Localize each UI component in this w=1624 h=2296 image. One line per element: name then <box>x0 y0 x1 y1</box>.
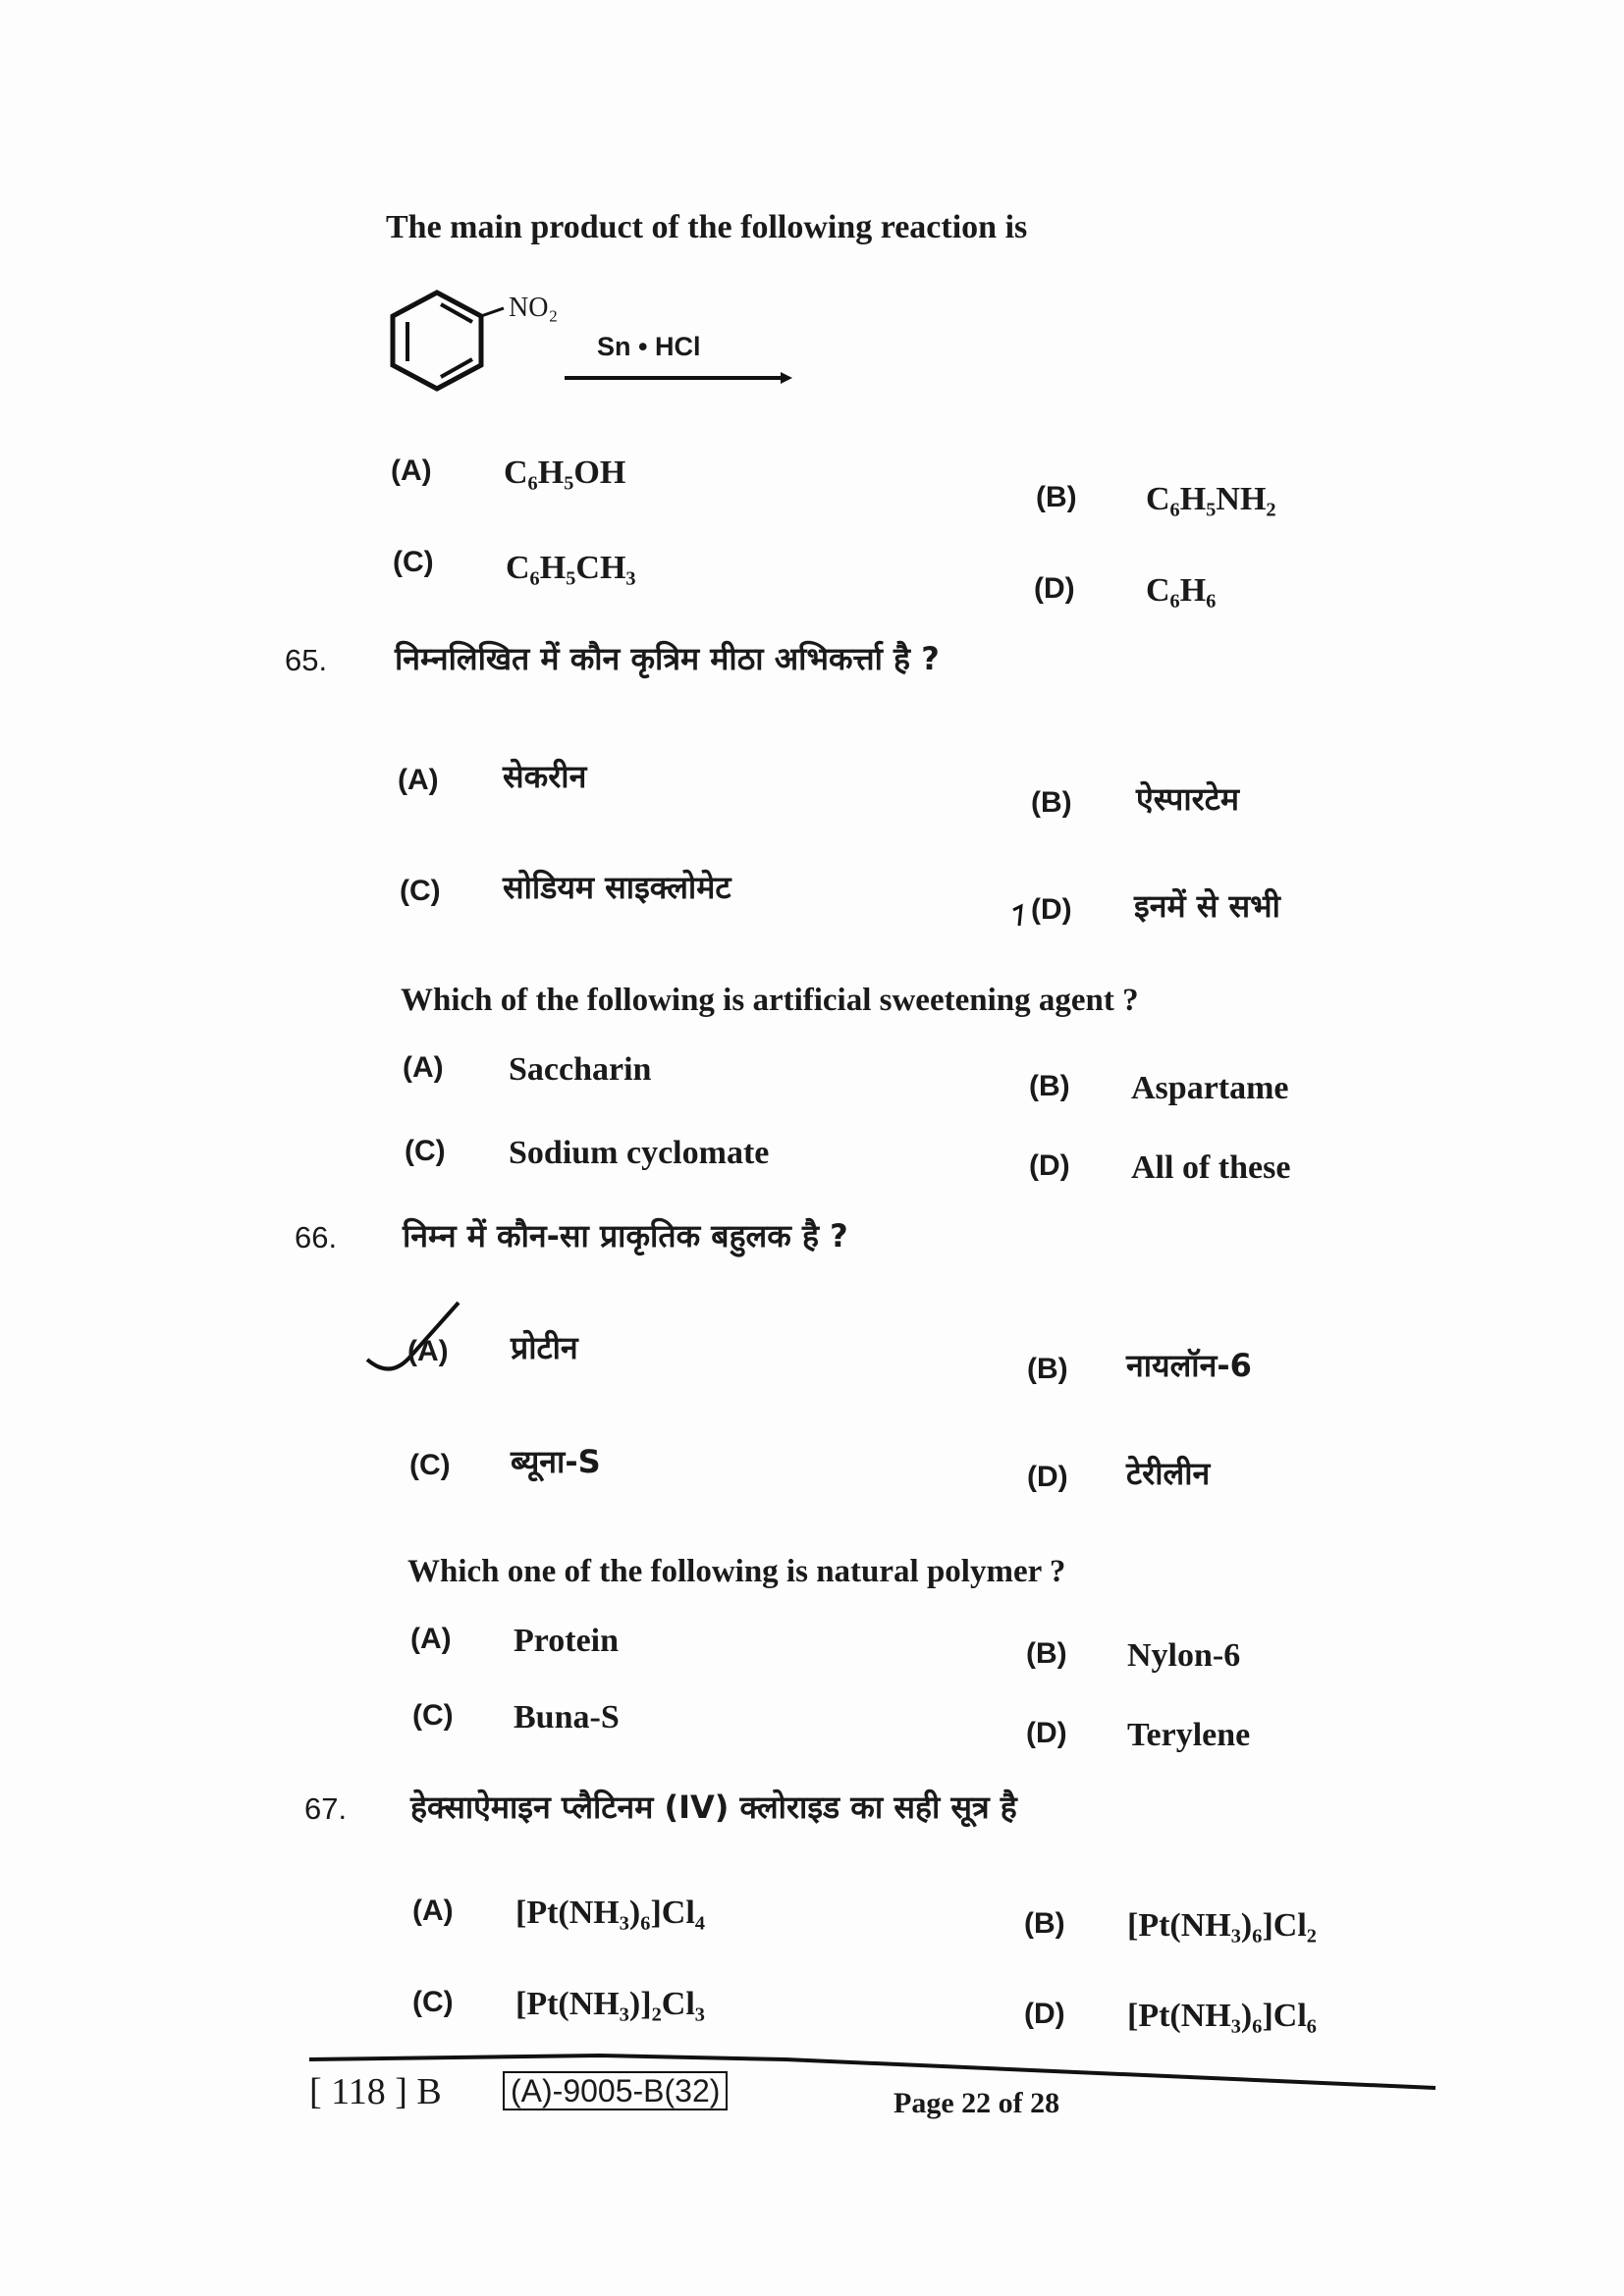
option-label: (A) <box>403 1051 444 1084</box>
option-text: ऐस्पारटेम <box>1136 780 1239 818</box>
option-label: (B) <box>1027 1353 1068 1385</box>
option-label: (A) <box>410 1623 452 1655</box>
question-65-hindi: निम्नलिखित में कौन कृत्रिम मीठा अभिकर्त्ता है ? <box>395 640 940 677</box>
option-text: Buna-S <box>514 1699 620 1735</box>
question-66-english: Which one of the following is natural polymer ? <box>407 1554 1066 1589</box>
option-text: C₆H₅NH₂ <box>1146 481 1276 517</box>
option-text: नायलॉन-6 <box>1126 1347 1252 1384</box>
option-label: (D) <box>1027 1461 1068 1493</box>
option-text: [Pt(NH₃)₆]Cl₂ <box>1127 1907 1317 1944</box>
option-text: इनमें से सभी <box>1134 887 1280 925</box>
option-label: (C) <box>393 546 434 578</box>
option-label: (B) <box>1024 1907 1065 1940</box>
option-text: Protein <box>514 1623 620 1659</box>
option-text: All of these <box>1131 1149 1291 1186</box>
option-label: (B) <box>1029 1070 1070 1102</box>
option-label: (B) <box>1036 481 1077 513</box>
question-number: 66. <box>295 1220 338 1255</box>
option-label: (C) <box>405 1135 446 1167</box>
option-label: (D) <box>1026 1717 1067 1749</box>
question-64-text: The main product of the following reaction is <box>386 209 1028 245</box>
option-text: टेरीलीन <box>1126 1455 1211 1492</box>
option-text: Saccharin <box>509 1051 652 1088</box>
option-text: प्रोटीन <box>511 1329 578 1366</box>
option-text: Terylene <box>1127 1717 1251 1753</box>
option-label: (C) <box>409 1449 451 1481</box>
option-text: C₆H₆ <box>1146 572 1217 609</box>
option-label: (C) <box>400 875 441 907</box>
option-label: (A) <box>391 454 432 487</box>
reagent-label: Sn • HCl <box>597 332 701 361</box>
option-text: सोडियम साइक्लोमेट <box>503 869 731 906</box>
option-label: (D) <box>1034 572 1075 605</box>
footer-code: [ 118 ] B <box>309 2071 442 2112</box>
option-label: (B) <box>1026 1637 1067 1670</box>
option-label: (A) <box>407 1335 449 1367</box>
option-label: (C) <box>412 1699 454 1732</box>
option-text: C₆H₅CH₃ <box>506 550 636 586</box>
option-text: Aspartame <box>1131 1070 1289 1106</box>
option-text: सेकरीन <box>503 758 587 795</box>
option-text: [Pt(NH₃)₆]Cl₆ <box>1127 1998 1317 2034</box>
option-text: [Pt(NH₃)]₂Cl₃ <box>515 1986 705 2022</box>
nitro-group-label: NO₂ <box>509 293 559 323</box>
page-number: Page 22 of 28 <box>893 2087 1060 2119</box>
option-text: Nylon-6 <box>1127 1637 1241 1674</box>
footer-paper-code: (A)-9005-B(32) <box>503 2071 728 2110</box>
question-number: 65. <box>285 643 328 677</box>
option-text: Sodium cyclomate <box>509 1135 770 1171</box>
question-66-hindi: निम्न में कौन-सा प्राकृतिक बहुलक है ? <box>403 1217 848 1255</box>
option-label: (D) <box>1031 893 1072 926</box>
option-label: (C) <box>412 1986 454 2018</box>
question-65-english: Which of the following is artificial sweetening agent ? <box>401 983 1139 1018</box>
question-67-hindi: हेक्साऐमाइन प्लैटिनम (IV) क्लोराइड का सही सूत्र है <box>410 1789 1017 1826</box>
option-label: (D) <box>1029 1149 1070 1182</box>
option-label: (B) <box>1031 786 1072 819</box>
option-text: C₆H₅OH <box>504 454 626 491</box>
option-label: (A) <box>398 764 439 796</box>
question-number: 67. <box>304 1791 348 1826</box>
option-text: ब्यूना-S <box>511 1443 601 1480</box>
option-label: (D) <box>1024 1998 1065 2030</box>
option-label: (A) <box>412 1895 454 1927</box>
option-text: [Pt(NH₃)₆]Cl₄ <box>515 1895 705 1931</box>
